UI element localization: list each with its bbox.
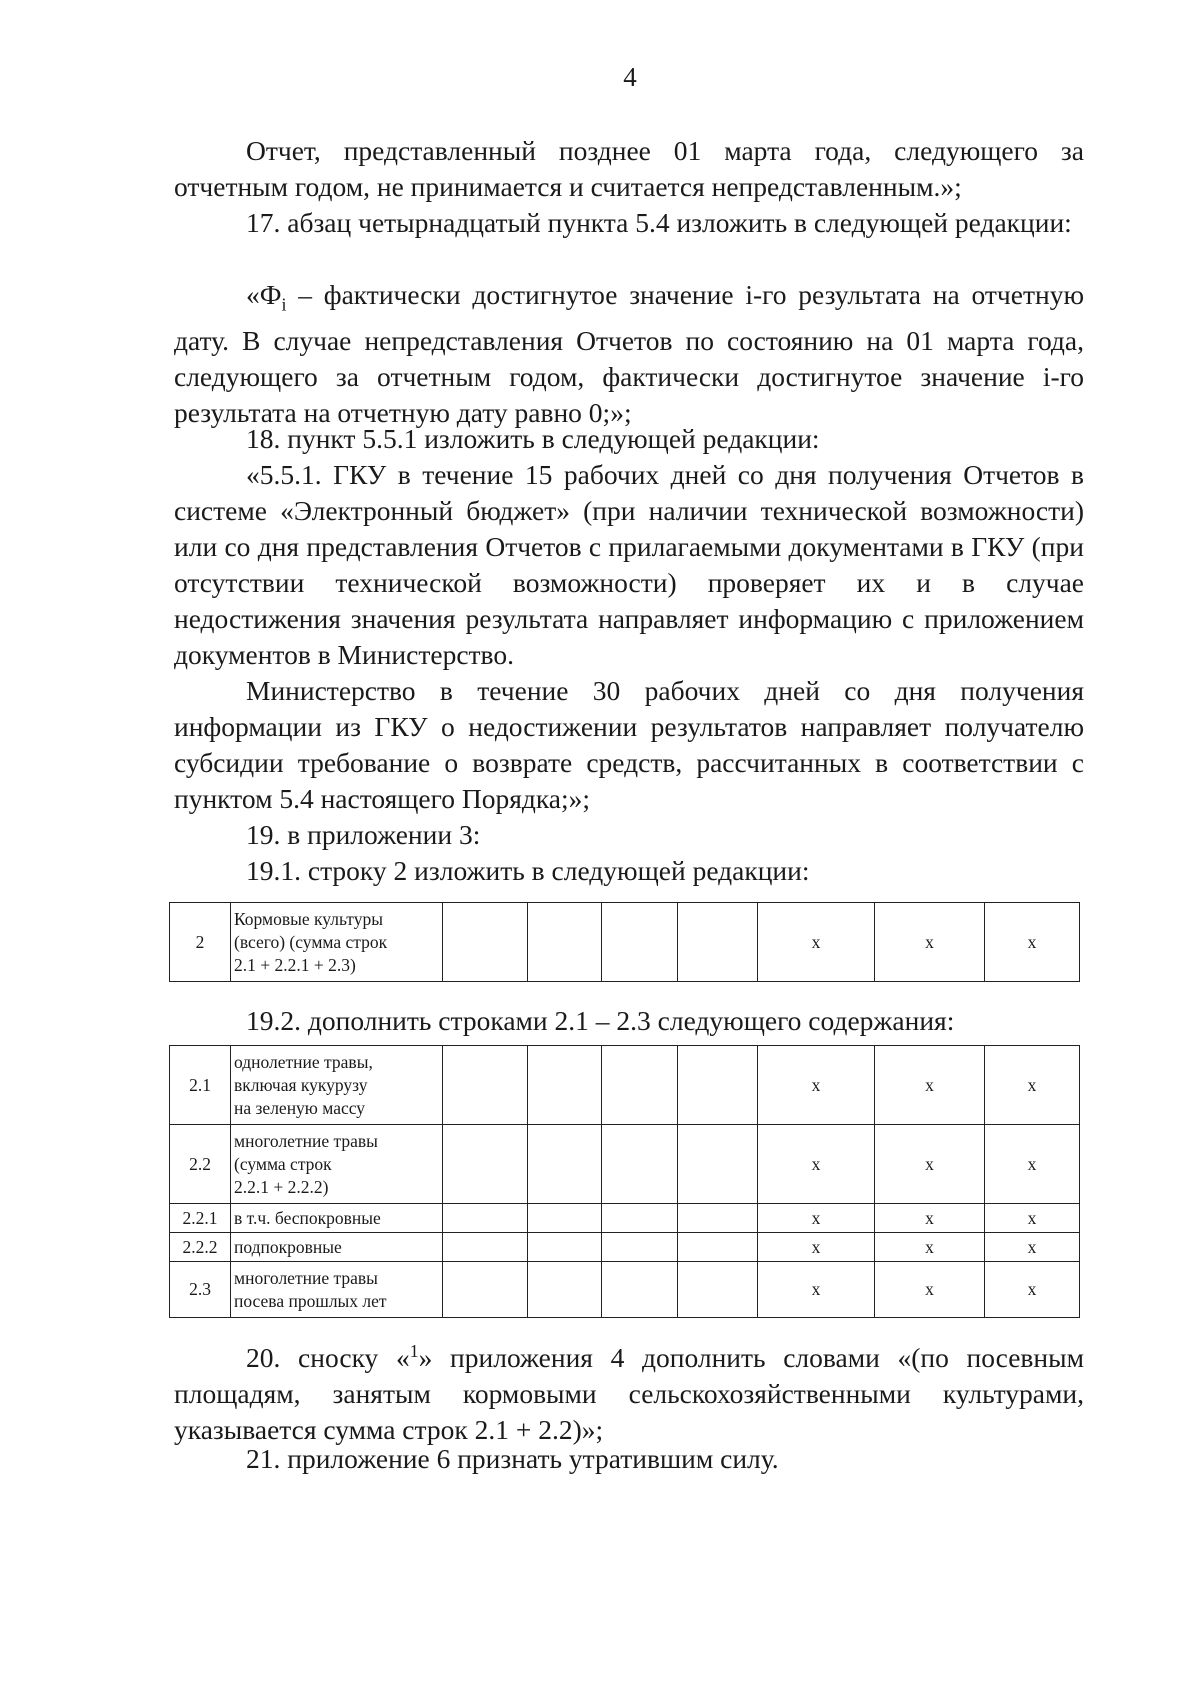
row-label: однолетние травы, включая кукурузу на зеленую массу [231, 1046, 443, 1125]
row-number: 2.2.1 [170, 1204, 231, 1233]
x-cell: x [758, 903, 875, 982]
empty-cell [678, 1233, 758, 1262]
paragraph-5-5-1: «5.5.1. ГКУ в течение 15 рабочих дней со дня получения Отчетов в системе «Электронный бюджет» (при наличии технической возможности) или со дня представления Отчетов с прилагаемыми документами в ГКУ (при отсутствии технической возможности) проверяет их и в случае недостижения значения результата направляет информацию с приложением документов в Министерство. [174, 459, 1084, 670]
paragraph-ministry: Министерство в течение 30 рабочих дней со дня получения информации из ГКУ о недостижении результатов направляет получателю субсидии требование о возврате средств, рассчитанных в соответствии с пунктом 5.4 настоящего Порядка;»; [174, 675, 1084, 814]
empty-cell [528, 903, 602, 982]
x-cell: x [758, 1262, 875, 1318]
table-row-2 [169, 902, 1080, 982]
empty-cell [678, 903, 758, 982]
paragraph-phi-definition [174, 277, 1084, 431]
footnote-text: » приложения 4 дополнить словами «(по посевным площадям, занятым кормовыми сельскохозяйственными культурами, указывается сумма строк 2.1 + 2.2)»; [174, 1342, 1084, 1446]
paragraph-item-17: 17. абзац четырнадцатый пункта 5.4 изложить в следующей редакции: [246, 207, 1072, 238]
empty-cell [602, 903, 678, 982]
empty-cell [678, 1262, 758, 1318]
row-number: 2 [170, 903, 231, 982]
empty-cell [602, 1262, 678, 1318]
empty-cell [602, 1125, 678, 1204]
footnote-mark: 1 [409, 1341, 419, 1361]
row-label: многолетние травы (сумма строк 2.2.1 + 2.2.2) [231, 1125, 443, 1204]
x-cell: x [875, 1262, 985, 1318]
paragraph-item-19: 19. в приложении 3: [246, 819, 481, 850]
x-cell: x [875, 903, 985, 982]
table-row [170, 1262, 1080, 1318]
row-label: в т.ч. беспокровные [231, 1204, 443, 1233]
empty-cell [602, 1204, 678, 1233]
table-row [170, 1125, 1080, 1204]
row-number: 2.3 [170, 1262, 231, 1318]
row-number: 2.2 [170, 1125, 231, 1204]
x-cell: x [875, 1125, 985, 1204]
table-row [170, 1233, 1080, 1262]
empty-cell [443, 1125, 528, 1204]
empty-cell [678, 1125, 758, 1204]
page-number: 4 [623, 62, 637, 92]
x-cell: x [985, 1204, 1080, 1233]
empty-cell [443, 1046, 528, 1125]
phi-prefix: «Ф [246, 279, 282, 310]
table-row [170, 903, 1080, 982]
paragraph-item-20 [174, 1333, 1084, 1448]
empty-cell [678, 1046, 758, 1125]
table-rows-2-1-to-2-3 [169, 1045, 1080, 1318]
empty-cell [602, 1046, 678, 1125]
x-cell: x [875, 1046, 985, 1125]
paragraph-report-late: Отчет, представленный позднее 01 марта года, следующего за отчетным годом, не принимается и считается непредставленным.»; [174, 135, 1084, 202]
empty-cell [528, 1262, 602, 1318]
phi-text: – фактически достигнутое значение i-го результата на отчетную дату. В случае непредставления Отчетов по состоянию на 01 марта года, следующего за отчетным годом, фактически достигнутое значение i-го результата на отчетную дату равно 0;»; [174, 279, 1084, 428]
paragraph-item-19-2: 19.2. дополнить строками 2.1 – 2.3 следующего содержания: [246, 1005, 955, 1036]
x-cell: x [985, 903, 1080, 982]
row-number: 2.2.2 [170, 1233, 231, 1262]
empty-cell [602, 1233, 678, 1262]
empty-cell [528, 1125, 602, 1204]
row-label: подпокровные [231, 1233, 443, 1262]
phi-subscript: i [281, 294, 287, 315]
empty-cell [443, 1204, 528, 1233]
empty-cell [443, 1233, 528, 1262]
empty-cell [528, 1204, 602, 1233]
empty-cell [528, 1233, 602, 1262]
paragraph-item-19-1: 19.1. строку 2 изложить в следующей редакции: [246, 855, 810, 886]
empty-cell [678, 1204, 758, 1233]
x-cell: x [758, 1046, 875, 1125]
x-cell: x [985, 1233, 1080, 1262]
table-row [170, 1046, 1080, 1125]
empty-cell [443, 1262, 528, 1318]
x-cell: x [758, 1125, 875, 1204]
x-cell: x [758, 1233, 875, 1262]
empty-cell [443, 903, 528, 982]
row-number: 2.1 [170, 1046, 231, 1125]
x-cell: x [875, 1233, 985, 1262]
table-row [170, 1204, 1080, 1233]
footnote-prefix: 20. сноску « [246, 1342, 410, 1374]
row-label: многолетние травы посева прошлых лет [231, 1262, 443, 1318]
paragraph-item-18: 18. пункт 5.5.1 изложить в следующей редакции: [246, 423, 820, 454]
x-cell: x [985, 1125, 1080, 1204]
paragraph-item-21: 21. приложение 6 признать утратившим силу. [246, 1443, 779, 1474]
row-label: Кормовые культуры (всего) (сумма строк 2.1 + 2.2.1 + 2.3) [231, 903, 443, 982]
x-cell: x [875, 1204, 985, 1233]
x-cell: x [985, 1046, 1080, 1125]
x-cell: x [985, 1262, 1080, 1318]
x-cell: x [758, 1204, 875, 1233]
empty-cell [528, 1046, 602, 1125]
